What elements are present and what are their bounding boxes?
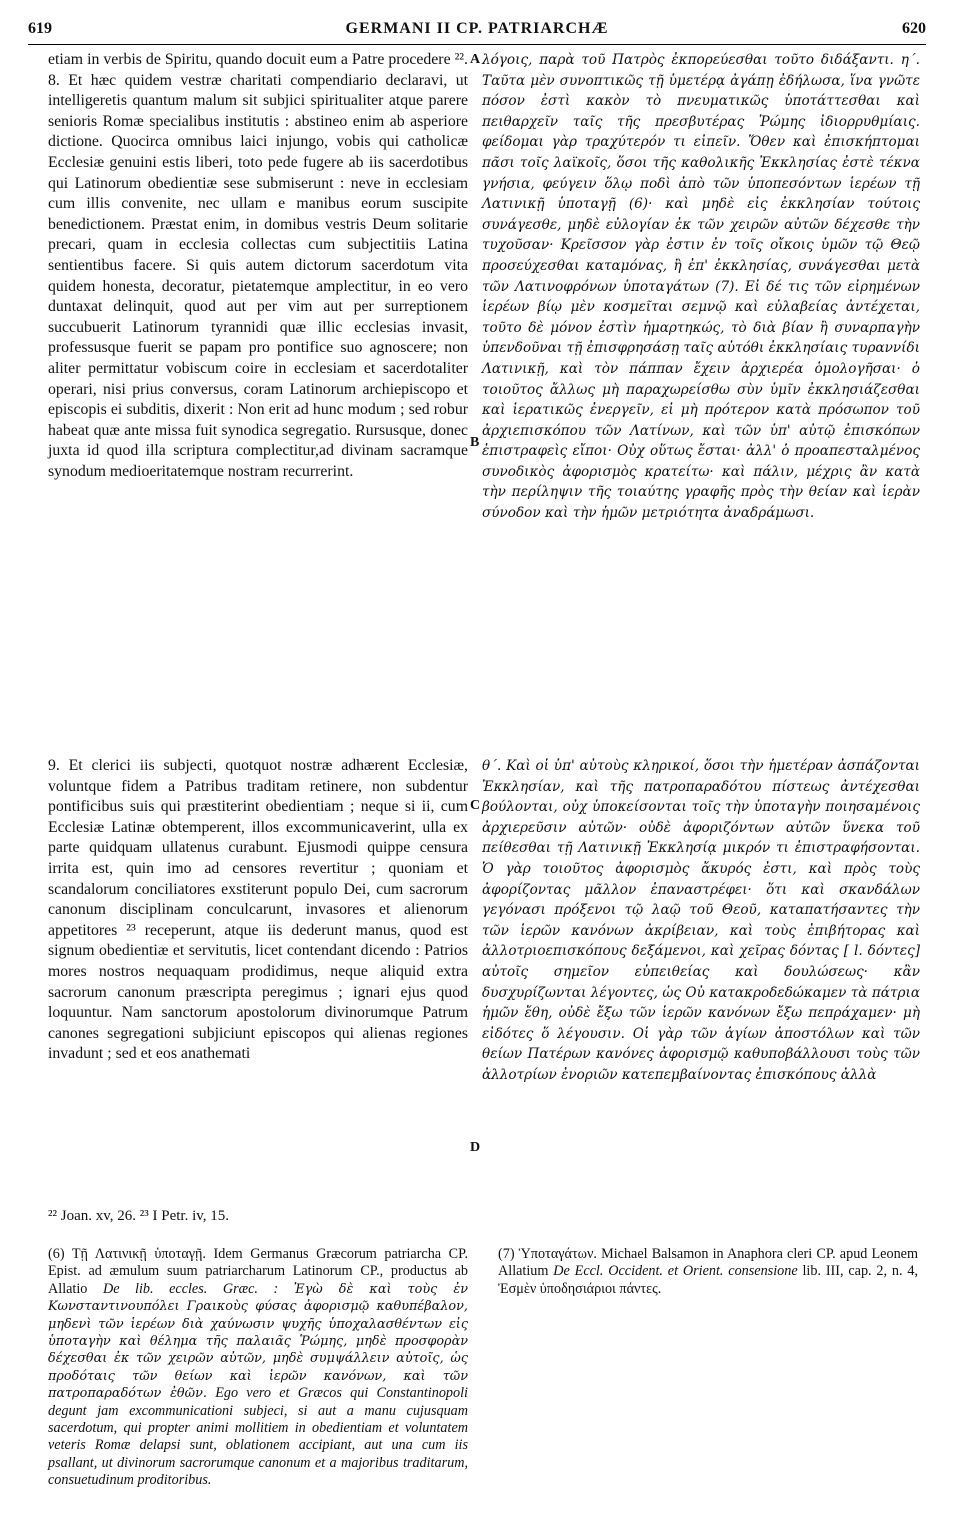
- header-rule: [28, 44, 926, 45]
- greek-column-section-8: [482, 50, 920, 524]
- margin-letter-d: D: [470, 1140, 481, 1155]
- greek-paragraph-9: θ΄. Καὶ οἱ ὑπ' αὐτοὺς κληρικοί, ὅσοι τὴν ἡμετέραν ἀσπάζονται Ἐκκλησίαν, καὶ τῆς πατροπαραδότου πίστεως ἀντέχεσθαι βούλονται, οὐχ ὑποκείσονται τοῖς τὴν ὑποταγὴν ποιησαμένοις ἀρχιερεῦσιν αὐτῶν· οὐδὲ ἀφοριζόντων αὐτῶν ὕνεκα τοῦ πείθεσθαι τῇ Λατινικῇ Ἐκκλησίᾳ μικρόν τι ἐπιστραφήσονται. Ὁ γὰρ τοιοῦτος ἀφορισμὸς ἄκυρός ἐστι, καὶ πρὸς τοὺς ἀφορίζοντας μᾶλλον ἐπαναστρέφει· ὅτι καὶ σκανδάλων γεγόνασι πρόξενοι τῷ λαῷ τοῦ Θεοῦ, καταπατήσαντες τὴν τῶν ἱερῶν κανόνων ἀκρίβειαν, καὶ τοὺς ἐπιβήτορας καὶ ἀλλοτριοεπισκόπους δεξάμενοι, καὶ χεῖρας δόντας [ l. δόντες] αὐτοῖς σημεῖον εὐπειθείας καὶ δουλώσεως· κἂν δυσχυρίζωνται λέγοντες, ὡς Οὐ κατακροδεδώκαμεν τὰ πάτρια ἡμῶν ἔθη, οὐδὲ ἔξω τῶν ἱερῶν κανόνων ἔξω πεπράχαμεν· μὴ εἰδότες ὅ λέγουσιν. Οἱ γὰρ τῶν ἁγίων ἀποστόλων καὶ τῶν θείων Πατέρων κανόνες ἀφορισμῷ καθυποβάλλουσι τοὺς τῶν ἀλλοτρίων ἐνοριῶν κατεπεμβαίνοντας ἐπισκόπους ἀλλὰ: [482, 758, 920, 1083]
- latin-paragraph-9: 9. Et clerici iis subjecti, quotquot nostræ adhærent Ecclesiæ, voluntque fidem a Patribus traditam retinere, non subdentur pontificibus suis qui præstiterint obedientiam ; neque si ii, cum Ecclesiæ Latinæ obtemperent, illos excommunicaverint, ulla ex parte quidquam ullatenus curabunt. Ejusmodi quippe censura irrita est, quin imo ad censores revertitur ; quoniam et scandalorum conciliatores exstiterunt populo Dei, cum sacrorum canonum disciplinam conculcarunt, invasores et alienorum appetitores ²³ receperunt, atque iis dederunt manus, quod est signum obedientiæ et servitutis, licet contendant dicendo : Patrios mores nostros nequaquam prodidimus, neque aliquid extra sacrorum canonum præscripta peregimus ; ignari ejus quod loquuntur. Nam sanctorum apostolorum divinorumque Patrum canones segregationi subjiciunt episcopos qui alienas regiones invadunt ; sed et eos anathemati: [48, 757, 468, 1063]
- note-6-translation: Ego vero et Græcos qui Constantinopoli degunt jam excommunicationi subjeci, si aut a manu cujusquam sacerdotum, qui propter animi mollitiem in obedientiam et voluntatem veteris Romæ delapsi sunt, oblationem accipiant, aut una cum iis psallant, ut divinorum sacrorumque canonum et a majoribus traditarum, consuetudinum proditoribus.: [48, 1385, 468, 1489]
- latin-column-section-8: [48, 50, 468, 482]
- scripture-footnotes: ²² Joan. xv, 26. ²³ I Petr. iv, 15.: [48, 1208, 230, 1224]
- greek-paragraph-8: λόγοις, παρὰ τοῦ Πατρὸς ἐκπορεύεσθαι τοῦτο διδάξαντι. η΄. Ταῦτα μὲν συνοπτικῶς τῇ ὑμετέρᾳ ἀγάπῃ ἐδήλωσα, ἵνα γνῶτε πόσον ἐστὶ κακὸν τὸ πνευματικῶς ὑποτάττεσθαι καὶ πειθαρχεῖν ταῖς τῆς πρεσβυτέρας Ῥώμης ἰδιορρυθμίαις. φείδομαι γὰρ τραχύτερόν τι εἰπεῖν. Ὅθεν καὶ ἐπισκήπτομαι πᾶσι τοῖς λαϊκοῖς, ὅσοι τῆς καθολικῆς Ἐκκλησίας ἐστὲ τέκνα γνήσια, φεύγειν ὅλῳ ποδὶ ἀπὸ τῶν ὑποπεσόντων ἱερέων τῇ Λατινικῇ ὑποταγῇ (6)· καὶ μηδὲ εἰς ἐκκλησίαν τούτοις συνάγεσθε, μηδὲ εὐλογίαν ἐκ τῶν χειρῶν αὐτῶν δέχεσθε τὴν τυχοῦσαν· Κρεῖσσον γὰρ ἐστιν ἐν τοῖς οἴκοις ὑμῶν τῷ Θεῷ προσεύχεσθαι καταμόνας, ἢ ἐπ' ἐκκλησίας, συνάγεσθαι μετὰ τῶν Λατινοφρόνων ὑποταγάτων (7). Εἰ δέ τις τῶν εἰρημένων ἱερέων βίῳ μὲν κοσμεῖται σεμνῷ καὶ εὐλαβείας ἀντέχεται, τοῦτο δὲ μόνον ἐστὶν ἡμαρτηκώς, τὸ διὰ βίαν ἢ συναρπαγὴν ὑπενδοῦναι τῇ ἐπισφρησάσῃ ταῖς αὐτόθι ἐκκλησίαις τυραννίδι Λατινικῇ, καὶ τὸν πάππαν ἔχειν ἀρχιερέα ὁμολογῆσαι· ὁ τοιοῦτος ἄλλως μὴ παραχωρείσθω σὺν ὑμῖν ἐκκλησιάζεσθαι καὶ ἱερατικῶς ἐνεργεῖν, εἰ μὴ πρότερον κατὰ πρόσωπον τοῦ ἀρχιεπισκόπου τῶν Λατίνων, καὶ τῶν ὑπ' αὐτῷ ἐπισκόπων ἐπιστραφεὶς εἴποι· Οὐχ οὕτως ἔσται· ἀλλ' ὁ προαπεσταλμένος συνοδικὸς ἀφορισμὸς κρατείτω· καὶ πάλιν, μέχρις ἂν κατὰ τὴν περίληψιν τῆς τοιαύτης γραφῆς πρὸς τὴν θείαν καὶ ἱερὰν σύνοδον καὶ τὴν ἡμῶν μετριότητα ἀναδράμωσι.: [482, 52, 920, 522]
- note-7-intro: (7) Ὑποταγάτων. Michael Balsamon in Anaphora cleri CP. apud Leonem Allatium: [498, 1246, 918, 1280]
- note-6-reference: De lib. eccles. Græc. :: [102, 1280, 279, 1297]
- note-6-latin: (6) Τῇ Λατινικῇ ὑποταγῇ. Idem Germanus Græcorum patriarcha CP. Epist. ad æmulum suum patriarcharum Latinorum CP., productus ab Allatio: [48, 1246, 468, 1297]
- right-page-number: 620: [902, 20, 926, 37]
- greek-column-section-9: [482, 756, 920, 1086]
- latin-paragraph-8: etiam in verbis de Spiritu, quando docuit eum a Patre procedere ²². 8. Et hæc quidem vestræ charitati compendiario declaravi, ut intelligeretis quantum malum sit subjici spiritualiter atque parere senioris Romæ specialibus institutis : abstineo enim ab asperiore dictione. Quocirca omnibus laici injungo, vobis qui catholicæ Ecclesiæ genuini estis liberi, toto pede fugere ab iis sacerdotibus qui Latinorum obedientiæ sese submiserunt : neve in ecclesiam cum illis convenite, nec ullam e manibus eorum suscipite benedictionem. Præstat enim, in domibus vestris Deum solitarie precari, quam in ecclesia collectas cum subjectitiis Latina sentientibus facere. Si quis autem dictorum sacerdotum vita quidem honesta, decoratur, pietatemque amplectitur, in eo vero duntaxat delinquit, quod aut per vim aut per surreptionem succubuerit Latinorum tyrannidi quæ illic ecclesias invasit, professusque fuerit se papam pro pontifice suo agnoscere; non aliter permittatur vobiscum coire in ecclesiam et sacerdotaliter operari, nisi prius conversus, coram Latinorum archiepiscopo et episcopis ei subditis, dixerit : Non erit ad hunc modum ; sed robur habeat quæ ante missa fuit synodica segregatio. Rursusque, donec juxta id quod illa scriptura complectitur,ad divinam sacramque synodum medioeritatemque nostram recurrerint.: [48, 51, 468, 480]
- note-7-citation: lib. III, cap. 2, n. 4, Ἐσμὲν ὑποδησιάριοι πάντες.: [498, 1263, 919, 1297]
- latin-column-section-9: [48, 756, 468, 1065]
- running-header: [28, 20, 926, 42]
- note-7-work-title: De Eccl. Occident. et Orient. consensione: [553, 1263, 798, 1280]
- margin-letter-a: A: [470, 52, 481, 67]
- left-page-number: 619: [28, 20, 52, 37]
- note-6: [48, 1246, 468, 1490]
- note-7: [498, 1246, 918, 1298]
- note-6-greek-quote: Ἐγὼ δὲ καὶ τοὺς ἐν Κωνσταντινουπόλει Γραικοὺς φύσας ἀφορισμῷ καθυπέβαλον, μηδενὶ τῶν ἱερέων διὰ χαύνωσιν ψυχῆς ὑποχαλασθέντων εἰς ὑποταγὴν καὶ θέλημα τῆς παλαιᾶς Ῥώμης, μηδὲ προσφορὰν δέχεσθαι ἐκ τῶν χειρῶν αὐτῶν, μηδὲ συμψάλλειν αὐτοῖς, ὡς προδόταις τῶν θείων καὶ ἱερῶν κανόνων, καὶ τῶν πατροπαραδότων ἐθῶν.: [48, 1281, 468, 1402]
- running-title: GERMANI II CP. PATRIARCHÆ: [345, 20, 609, 37]
- margin-letter-c: C: [470, 798, 481, 813]
- margin-letter-b: B: [470, 435, 480, 450]
